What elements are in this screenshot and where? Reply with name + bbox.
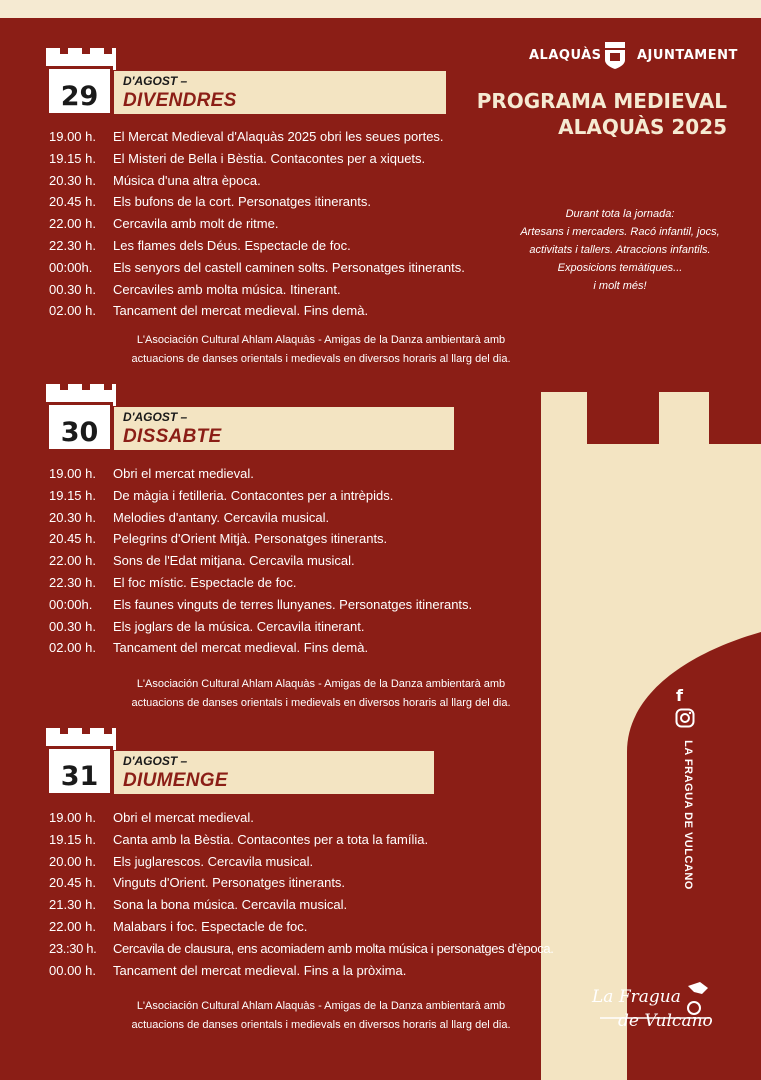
event-desc: Música d'una altra època. <box>113 172 261 188</box>
association-note <box>46 997 596 1035</box>
event-desc: El Mercat Medieval d'Alaquàs 2025 obri les seues portes. <box>113 129 444 144</box>
event-desc: Cercaviles amb molta música. Itinerant. <box>113 281 341 297</box>
event-time: 20.45 h. <box>49 194 96 210</box>
event-time: 19.00 h. <box>49 129 96 144</box>
day-number: 31 <box>46 746 113 796</box>
association-line: L'Asociación Cultural Ahlam Alaquàs - Amigas de la Danza ambientarà amb <box>136 334 506 346</box>
event-time: 02.00 h. <box>49 303 96 319</box>
event-desc: Canta amb la Bèstia. Contacontes per a tota la família. <box>113 831 429 847</box>
event-time: 00:00h. <box>49 596 93 612</box>
event-desc: Els senyors del castell caminen solts. Personatges itinerants. <box>113 259 465 275</box>
event-time: 02.00 h. <box>49 640 96 656</box>
event-desc: Sons de l'Edat mitjana. Cercavila musical. <box>113 553 355 569</box>
day-month: D'AGOST – <box>123 74 188 88</box>
day-header-band <box>114 71 446 114</box>
event-desc: Els juglarescos. Cercavila musical. <box>113 853 314 869</box>
note-line: Artesans i mercaders. Racó infantil, jocs, <box>520 226 720 238</box>
social-handle: LA FRAGUA DE VULCANO <box>682 740 694 890</box>
event-time: 00.00 h. <box>49 962 96 978</box>
event-time: 21.30 h. <box>49 897 96 913</box>
event-desc: Cercavila amb molt de ritme. <box>113 216 279 232</box>
event-desc: El Misteri de Bella i Bèstia. Contacontes per a xiquets. <box>113 150 426 166</box>
event-desc: Tancament del mercat medieval. Fins a la pròxima. <box>113 962 407 978</box>
event-desc: Tancament del mercat medieval. Fins demà. <box>113 303 369 319</box>
note-line: activitats i tallers. Atraccions infantils. <box>529 244 711 256</box>
event-time: 22.30 h. <box>49 574 96 590</box>
logo-text-left: ALAQUÀS <box>529 48 602 63</box>
day-weekday: DIVENDRES <box>123 90 237 111</box>
association-line: actuacions de danses orientals i medievals en diversos horaris al llarg del dia. <box>131 353 511 365</box>
association-note <box>46 331 596 369</box>
brand-logo-text: La Fragua de Vulcano <box>592 987 713 1031</box>
day-month: D'AGOST – <box>123 410 188 424</box>
event-desc: Tancament del mercat medieval. Fins demà. <box>113 640 369 656</box>
event-time: 19.00 h. <box>49 810 96 825</box>
event-time: 00.30 h. <box>49 618 96 634</box>
title-line-1: PROGRAMA MEDIEVAL <box>476 89 727 113</box>
event-desc: Els joglars de la música. Cercavila itinerant. <box>113 618 365 634</box>
event-desc: Sona la bona música. Cercavila musical. <box>113 897 348 913</box>
event-time: 20.45 h. <box>49 875 96 891</box>
facebook-icon[interactable]: f <box>676 686 683 705</box>
event-time: 00.30 h. <box>49 281 96 297</box>
event-time: 19.15 h. <box>49 150 96 166</box>
event-time: 19.15 h. <box>49 487 96 503</box>
castle-tower-decoration <box>541 392 761 1080</box>
note-line: Durant tota la jornada: <box>565 208 675 220</box>
title-line-2: ALAQUÀS 2025 <box>558 115 727 139</box>
event-time: 23.:30 h. <box>49 940 97 956</box>
event-desc: Vinguts d'Orient. Personatges itinerants. <box>113 875 346 891</box>
fragua-de-vulcano-logo <box>590 978 720 1038</box>
shield-icon <box>602 40 628 70</box>
association-line: actuacions de danses orientals i medievals en diversos horaris al llarg del dia. <box>131 1019 511 1031</box>
event-desc: Malabars i foc. Espectacle de foc. <box>113 918 308 934</box>
event-desc: Melodies d'antany. Cercavila musical. <box>113 509 330 525</box>
day-number: 30 <box>46 402 113 452</box>
event-desc: Obri el mercat medieval. <box>113 466 254 481</box>
ajuntament-logo <box>529 40 738 70</box>
association-line: L'Asociación Cultural Ahlam Alaquàs - Amigas de la Danza ambientarà amb <box>136 1000 506 1012</box>
event-desc: Pelegrins d'Orient Mitjà. Personatges itinerants. <box>113 531 388 547</box>
event-time: 19.00 h. <box>49 466 96 481</box>
social-links <box>672 686 700 890</box>
day-month: D'AGOST – <box>123 754 188 768</box>
event-desc: Obri el mercat medieval. <box>113 810 254 825</box>
day-weekday: DISSABTE <box>123 426 222 447</box>
event-time: 20.30 h. <box>49 172 96 188</box>
event-time: 22.00 h. <box>49 216 96 232</box>
association-line: L'Asociación Cultural Ahlam Alaquàs - Amigas de la Danza ambientarà amb <box>136 678 506 690</box>
day-weekday: DIUMENGE <box>123 770 228 791</box>
event-time: 22.00 h. <box>49 553 96 569</box>
event-time: 19.15 h. <box>49 831 96 847</box>
day-number: 29 <box>46 66 113 116</box>
logo-text-right: AJUNTAMENT <box>637 48 738 63</box>
event-time: 20.00 h. <box>49 853 96 869</box>
daylong-note <box>500 205 740 295</box>
event-desc: Cercavila de clausura, ens acomiadem amb molta música i personatges d'època. <box>113 940 554 956</box>
page-title <box>397 88 727 140</box>
event-time: 20.45 h. <box>49 531 96 547</box>
event-desc: El foc místic. Espectacle de foc. <box>113 574 297 590</box>
event-time: 20.30 h. <box>49 509 96 525</box>
event-desc: Els bufons de la cort. Personatges itinerants. <box>113 194 371 210</box>
event-time: 22.30 h. <box>49 237 96 253</box>
event-desc: Els faunes vinguts de terres llunyanes. Personatges itinerants. <box>113 596 473 612</box>
note-line: Exposicions temàtiques... <box>557 262 683 274</box>
event-desc: De màgia i fetilleria. Contacontes per a intrèpids. <box>113 487 394 503</box>
day-header-band <box>114 751 434 794</box>
event-time: 22.00 h. <box>49 918 96 934</box>
association-note <box>46 675 596 713</box>
note-line: i molt més! <box>593 280 647 292</box>
association-line: actuacions de danses orientals i medievals en diversos horaris al llarg del dia. <box>131 697 511 709</box>
event-desc: Les flames dels Déus. Espectacle de foc. <box>113 237 351 253</box>
day-header-band <box>114 407 454 450</box>
event-time: 00:00h. <box>49 259 93 275</box>
